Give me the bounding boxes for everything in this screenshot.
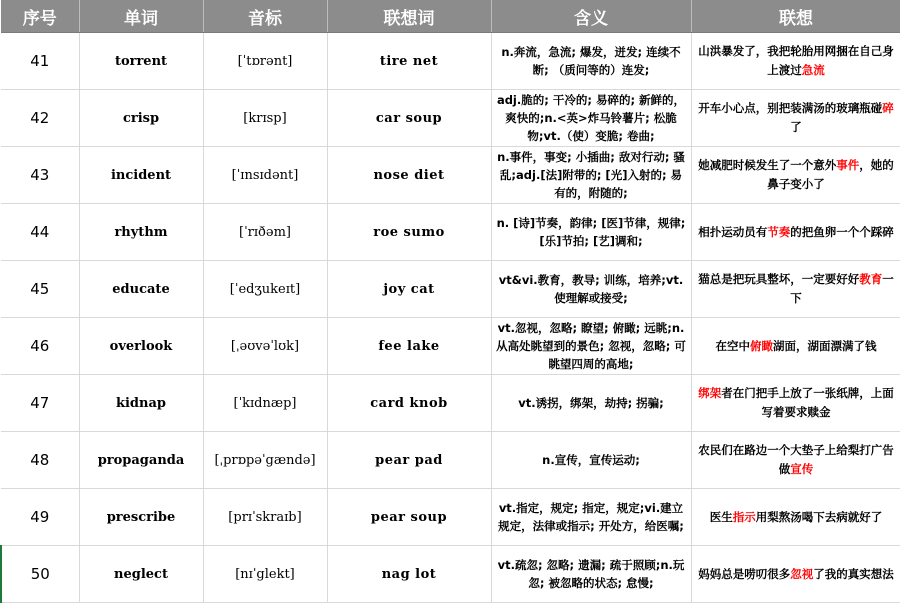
word-cell[interactable]: propaganda — [79, 432, 203, 489]
header-row — [1, 0, 900, 33]
association-cell[interactable] — [691, 90, 900, 147]
row-index[interactable]: 48 — [1, 432, 79, 489]
association-word-cell[interactable]: pear pad — [327, 432, 491, 489]
table-row — [1, 33, 900, 90]
row-index[interactable]: 46 — [1, 318, 79, 375]
table-row — [1, 375, 900, 432]
association-cell[interactable] — [691, 147, 900, 204]
phonetic-cell[interactable]: [ˈtɒrənt] — [203, 33, 327, 90]
word-cell[interactable]: crisp — [79, 90, 203, 147]
association-word-cell[interactable]: nag lot — [327, 546, 491, 603]
row-index[interactable]: 42 — [1, 90, 79, 147]
row-index[interactable]: 44 — [1, 204, 79, 261]
highlight-text: 忽视 — [790, 566, 814, 581]
word-cell[interactable]: neglect — [79, 546, 203, 603]
word-cell[interactable]: torrent — [79, 33, 203, 90]
phonetic-cell[interactable]: [ˌprɒpəˈgændə] — [203, 432, 327, 489]
word-cell[interactable]: kidnap — [79, 375, 203, 432]
table-row — [1, 546, 900, 603]
meaning-cell[interactable]: vt.疏忽; 忽略; 遗漏; 疏于照顾;n.玩忽; 被忽略的状态; 怠慢; — [491, 546, 691, 603]
word-cell[interactable]: overlook — [79, 318, 203, 375]
phonetic-cell[interactable]: [ˈɪnsɪdənt] — [203, 147, 327, 204]
highlight-text: 教育 — [859, 272, 883, 286]
phonetic-cell[interactable]: [prɪˈskraɪb] — [203, 489, 327, 546]
row-index[interactable]: 45 — [1, 261, 79, 318]
row-index[interactable]: 41 — [1, 33, 79, 90]
association-text-tail: 了我的真实想法 — [813, 566, 894, 581]
association-text: 开车小心点，别把装满汤的玻璃瓶碰 — [698, 101, 883, 115]
header-association-word: 联想词 — [327, 0, 491, 33]
row-index[interactable]: 43 — [1, 147, 79, 204]
header-word: 单词 — [79, 0, 203, 33]
association-text: 猫总是把玩具整坏，一定要好好 — [698, 272, 860, 286]
highlight-text: 节奏 — [767, 224, 791, 239]
highlight-text: 指示 — [732, 509, 756, 524]
association-word-cell[interactable]: card knob — [327, 375, 491, 432]
highlight-text: 俯瞰 — [750, 338, 773, 353]
highlight-text: 急流 — [801, 63, 825, 77]
table-row — [1, 318, 900, 375]
association-word-cell[interactable]: pear soup — [327, 489, 491, 546]
header-association: 联想 — [691, 0, 900, 33]
association-word-cell[interactable]: tire net — [327, 33, 491, 90]
header-phonetic: 音标 — [203, 0, 327, 33]
meaning-cell[interactable]: n.事件，事变; 小插曲; 敌对行动; 骚乱;adj.[法]附带的; [光]入射的; 易有的，附随的; — [491, 147, 691, 204]
association-cell[interactable] — [691, 261, 900, 318]
row-index[interactable]: 49 — [1, 489, 79, 546]
association-word-cell[interactable]: fee lake — [327, 318, 491, 375]
association-text: 相扑运动员有 — [698, 224, 768, 239]
association-word-cell[interactable]: joy cat — [327, 261, 491, 318]
highlight-text: 绑架 — [698, 386, 722, 400]
table-row — [1, 90, 900, 147]
association-cell[interactable] — [691, 546, 900, 603]
word-cell[interactable]: educate — [79, 261, 203, 318]
association-text: 山洪暴发了，我把轮胎用网捆在自己身上渡过 — [698, 44, 894, 77]
association-cell[interactable] — [691, 489, 900, 546]
row-index[interactable]: 47 — [1, 375, 79, 432]
meaning-cell[interactable]: n.奔流，急流; 爆发，迸发; 连续不断; （质问等的）连发; — [491, 33, 691, 90]
phonetic-cell[interactable]: [ˌəʊvəˈlʊk] — [203, 318, 327, 375]
association-word-cell[interactable]: roe sumo — [327, 204, 491, 261]
table-row — [1, 147, 900, 204]
table-row — [1, 432, 900, 489]
meaning-cell[interactable]: n.宣传，宣传运动; — [491, 432, 691, 489]
association-word-cell[interactable]: nose diet — [327, 147, 491, 204]
meaning-cell[interactable]: n. [诗]节奏，韵律; [医]节律，规律; [乐]节拍; [艺]调和; — [491, 204, 691, 261]
association-cell[interactable] — [691, 204, 900, 261]
association-text-tail: 湖面，湖面漂满了钱 — [773, 338, 877, 353]
association-text-tail: 了 — [790, 120, 802, 134]
association-text-tail: 的把鱼卵一个个踩碎 — [790, 224, 894, 239]
header-meaning: 含义 — [491, 0, 691, 33]
highlight-text: 宣传 — [790, 462, 814, 476]
phonetic-cell[interactable]: [krɪsp] — [203, 90, 327, 147]
association-text: 医生 — [709, 509, 733, 524]
meaning-cell[interactable]: vt&vi.教育，教导; 训练，培养;vt.使理解或接受; — [491, 261, 691, 318]
meaning-cell[interactable]: vt.指定，规定; 指定，规定;vi.建立规定，法律或指示; 开处方，给医嘱; — [491, 489, 691, 546]
meaning-cell[interactable]: vt.忽视，忽略; 瞭望; 俯瞰; 远眺;n.从高处眺望到的景色; 忽视，忽略; 可眺望四周的高地; — [491, 318, 691, 375]
meaning-cell[interactable]: adj.脆的; 干冷的; 易碎的; 新鲜的，爽快的;n.<英>炸马铃薯片; 松脆物;vt.（使）变脆; 卷曲; — [491, 90, 691, 147]
table-row — [1, 261, 900, 318]
association-cell[interactable] — [691, 432, 900, 489]
association-text-tail: 用梨熬汤喝下去病就好了 — [755, 509, 883, 524]
header-index: 序号 — [1, 0, 79, 33]
phonetic-cell[interactable]: [ˈedʒukeɪt] — [203, 261, 327, 318]
association-text: 农民们在路边一个大垫子上给梨打广告做 — [698, 443, 894, 476]
association-text: 在空中 — [715, 338, 750, 353]
association-word-cell[interactable]: car soup — [327, 90, 491, 147]
word-cell[interactable]: prescribe — [79, 489, 203, 546]
association-text: 妈妈总是唠叨很多 — [698, 566, 791, 581]
meaning-cell[interactable]: vt.诱拐，绑架，劫持; 拐骗; — [491, 375, 691, 432]
phonetic-cell[interactable]: [ˈrɪðəm] — [203, 204, 327, 261]
highlight-text: 事件 — [836, 158, 860, 172]
phonetic-cell[interactable]: [nɪˈglekt] — [203, 546, 327, 603]
association-text-tail: 一下 — [790, 272, 894, 305]
association-cell[interactable] — [691, 33, 900, 90]
table-row — [1, 489, 900, 546]
association-text-tail: 者在门把手上放了一张纸牌，上面写着要求赎金 — [721, 386, 894, 419]
association-cell[interactable] — [691, 318, 900, 375]
association-text: 她减肥时候发生了一个意外 — [698, 158, 837, 172]
phonetic-cell[interactable]: [ˈkɪdnæp] — [203, 375, 327, 432]
row-index[interactable]: 50 — [1, 546, 79, 603]
association-text-tail: ，她的鼻子变小了 — [767, 158, 894, 191]
highlight-text: 碎 — [882, 101, 894, 115]
word-cell[interactable]: rhythm — [79, 204, 203, 261]
word-cell[interactable]: incident — [79, 147, 203, 204]
association-cell[interactable] — [691, 375, 900, 432]
table-row — [1, 204, 900, 261]
